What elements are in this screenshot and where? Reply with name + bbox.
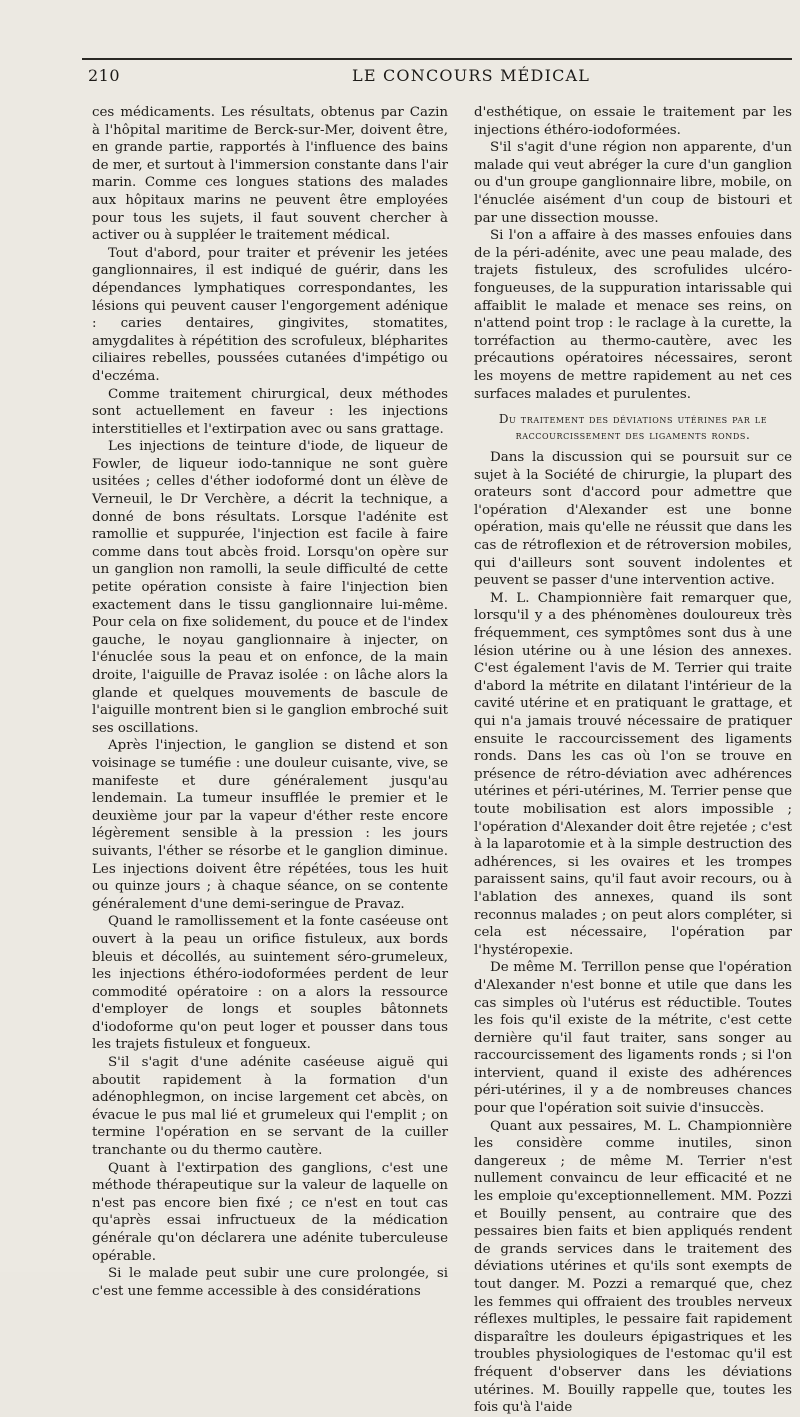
- paragraph: Si le malade peut subir une cure prolongée, si c'est une femme accessible à des considérations: [92, 1266, 448, 1299]
- paragraph: Quant aux pessaires, M. L. Championnière les considère comme inutiles, sinon dangereux ; de même M. Terrier n'est nullement convaincu de leur efficacité et ne les emploie qu'exceptionnellement. MM. Pozzi et Bouilly pensent, au contraire que des pessaires bien faits et bien appliqués rendent de grands services dans le traitement des déviations utérines et qu'ils sont exempts de tout danger. M. Pozzi a remarqué que, chez les femmes qui offraient des troubles nerveux réflexes multiples, le pessaire fait rapidement disparaître les douleurs épigastriques et les troubles physiologiques de l'estomac qu'il est fréquent d'observer dans les déviations utérines. M. Bouilly rappelle que, toutes les fois qu'à l'aide: [474, 1118, 792, 1416]
- right-column: [474, 104, 792, 1417]
- paragraph: De même M. Terrillon pense que l'opération d'Alexander n'est bonne et utile que dans les cas simples où l'utérus est réductible. Toutes les fois qu'il existe de la métrite, c'est cette dernière qu'il faut traiter, sans songer au raccourcissement des ligaments ronds ; si l'on intervient, quand il existe des adhérences péri-utérines, il y a de nombreuses chances pour que l'opération soit suivie d'insuccès.: [474, 960, 792, 1117]
- paragraph: Après l'injection, le ganglion se distend et son voisinage se tuméfie : une douleur cuisante, vive, se manifeste et dure généralement jusqu'au lendemain. La tumeur insufflée le premier et le deuxième jour par la vapeur d'éther reste encore légèrement sensible à la pression : les jours suivants, l'éther se résorbe et le ganglion diminue. Les injections doivent être répétées, tous les huit ou quinze jours ; à chaque séance, on se contente généralement d'une demi-seringue de Pravaz.: [92, 738, 448, 912]
- paragraph: ces médicaments. Les résultats, obtenus par Cazin à l'hôpital maritime de Berck-sur-Mer, doivent être, en grande partie, rapportés à l'influence des bains de mer, et surtout à l'immersion constante dans l'air marin. Comme ces longues stations des malades aux hôpitaux marins ne peuvent être employées pour tous les sujets, il faut souvent chercher à activer ou à suppléer le traitement médical.: [92, 105, 448, 244]
- paragraph: Si l'on a affaire à des masses enfouies dans de la péri-adénite, avec une peau malade, des trajets fistuleux, des scrofulides ulcéro-fongueuses, de la suppuration intarissable qui affaiblit le malade et menace ses reins, on n'attend point trop : le raclage à la curette, la torréfaction au thermo-cautère, avec les précautions opératoires nécessaires, seront les moyens de mettre rapidement au net ces surfaces malades et purulentes.: [474, 228, 792, 402]
- section-heading: Du traitement des déviations utérines par le raccourcissement des ligaments ronds.: [498, 412, 768, 443]
- paragraph: M. L. Championnière fait remarquer que, lorsqu'il y a des phénomènes douloureux très fréquemment, ces symptômes sont dus à une lésion utérine ou à une lésion des annexes. C'est également l'avis de M. Terrier qui traite d'abord la métrite en dilatant l'intérieur de la cavité utérine et en pratiquant le grattage, et qui n'a jamais trouvé nécessaire de pratiquer ensuite le raccourcissement des ligaments ronds. Dans les cas où l'on se trouve en présence de rétro-déviation avec adhérences utérines et péri-utérines, M. Terrier pense que toute mobilisation est alors impossible ; l'opération d'Alexander doit être rejetée ; c'est à la laparotomie et à la simple destruction des adhérences, si les ovaires et les trompes paraissent sains, qu'il faut avoir recours, ou à l'ablation des annexes, quand ils sont reconnus malades ; on peut alors compléter, si cela est nécessaire, l'opération par l'hystéropexie.: [474, 590, 792, 958]
- paragraph: S'il s'agit d'une adénite caséeuse aiguë qui aboutit rapidement à la formation d'un adénophlegmon, on incise largement cet abcès, on évacue le pus mal lié et grumeleux qui l'emplit ; on termine l'opération en se servant de la cuiller tranchante ou du thermo cautère.: [92, 1055, 448, 1159]
- paragraph: Dans la discussion qui se poursuit sur ce sujet à la Société de chirurgie, la plupart des orateurs sont d'accord pour admettre que l'opération d'Alexander est une bonne opération, mais qu'elle ne réussit que dans les cas de rétroflexion et de rétroversion mobiles, qui d'ailleurs sont souvent indolentes et peuvent se passer d'une intervention active.: [474, 450, 792, 589]
- paragraph: Tout d'abord, pour traiter et prévenir les jetées ganglionnaires, il est indiqué de guérir, dans les dépendances lymphatiques correspondantes, les lésions qui peuvent causer l'engorgement adénique : caries dentaires, gingivites, stomatites, amygdalites à répétition des scrofuleux, blépharites ciliaires rebelles, poussées cutanées d'impétigo ou d'eczéma.: [92, 245, 448, 384]
- paragraph: Comme traitement chirurgical, deux méthodes sont actuellement en faveur : les injections interstitielles et l'extirpation avec ou sans grattage.: [92, 386, 448, 437]
- paragraph: Quand le ramollissement et la fonte caséeuse ont ouvert à la peau un orifice fistuleux, aux bords bleuis et décollés, au suintement séro-grumeleux, les injections éthéro-iodoformées perdent de leur commodité opératoire : on a alors la ressource d'employer de longs et souples bâtonnets d'iodoforme qu'on peut loger et pousser dans tous les trajets fistuleux et fongueux.: [92, 914, 448, 1053]
- journal-title: LE CONCOURS MÉDICAL: [352, 66, 591, 85]
- paragraph: Quant à l'extirpation des ganglions, c'est une méthode thérapeutique sur la valeur de laquelle on n'est pas encore bien fixé ; ce n'est en tout cas qu'après essai infructueux de la médication générale qu'on déclarera une adénite tuberculeuse opérable.: [92, 1160, 448, 1264]
- paragraph: Les injections de teinture d'iode, de liqueur de Fowler, de liqueur iodo-tannique ne sont guère usitées ; celles d'éther iodoformé dont un élève de Verneuil, le Dr Verchère, a décrit la technique, a donné de bons résultats. Lorsque l'adénite est ramollie et suppurée, l'injection est facile à faire comme dans tout abcès froid. Lorsqu'on opère sur un ganglion non ramolli, la seule difficulté de cette petite opération consiste à faire l'injection bien exactement dans le tissu ganglionnaire lui-même. Pour cela on fixe solidement, du pouce et de l'index gauche, le noyau ganglionnaire à injecter, on l'énuclée sous la peau et on enfonce, de la main droite, l'aiguille de Pravaz isolée : on lâche alors la glande et quelques mouvements de bascule de l'aiguille montrent bien si le ganglion embroché suit ses oscillations.: [92, 439, 448, 736]
- paragraph: d'esthétique, on essaie le traitement par les injections éthéro-iodoformées.: [474, 105, 792, 138]
- left-column: [92, 104, 448, 1300]
- page-number: 210: [88, 66, 121, 85]
- paragraph: S'il s'agit d'une région non apparente, d'un malade qui veut abréger la cure d'un ganglion ou d'un groupe ganglionnaire libre, mobile, on l'énuclée aisément d'un coup de bistouri et par une dissection mousse.: [474, 140, 792, 226]
- page-header: [82, 58, 792, 90]
